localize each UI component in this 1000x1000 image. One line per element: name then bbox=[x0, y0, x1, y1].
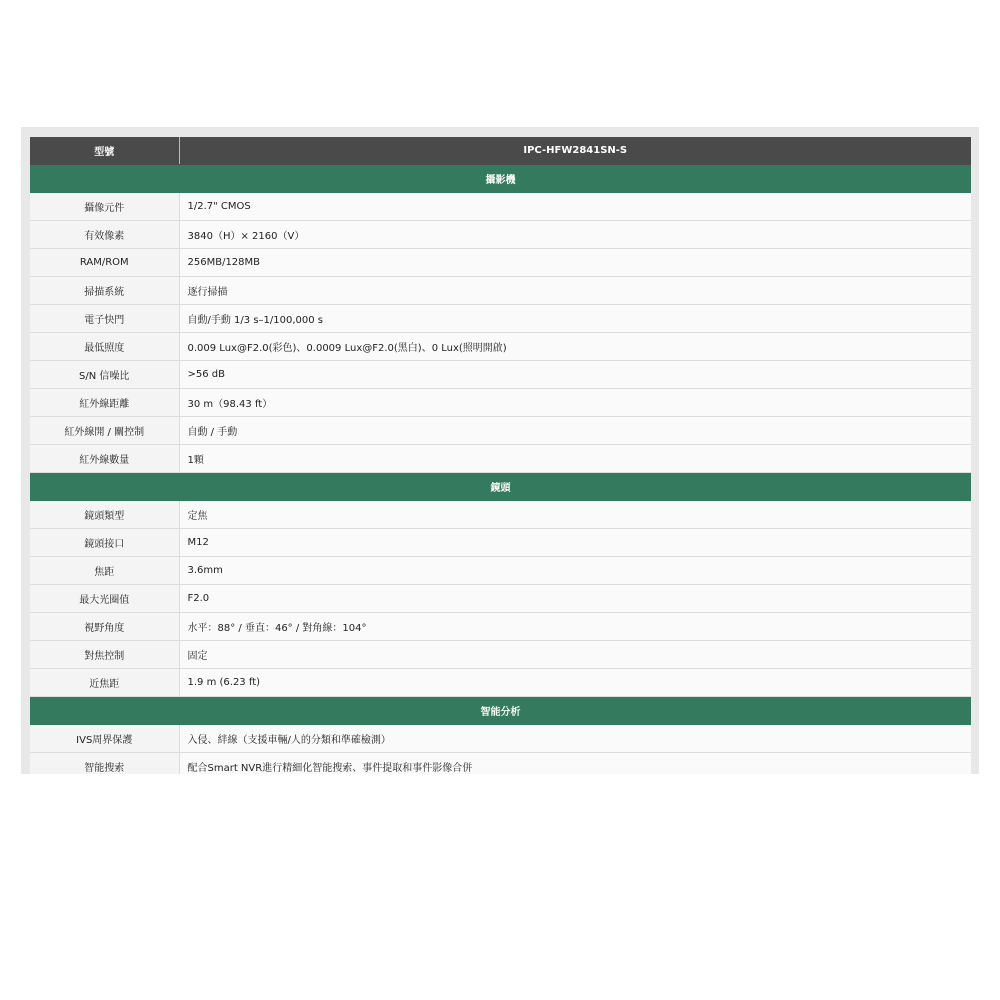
spec-row bbox=[30, 669, 971, 697]
spec-value: 水平：88° / 垂直：46° / 對角線：104° bbox=[179, 613, 971, 641]
section-header-row bbox=[30, 165, 971, 193]
spec-value: F2.0 bbox=[179, 585, 971, 613]
spec-row bbox=[30, 585, 971, 613]
spec-row bbox=[30, 249, 971, 277]
spec-row bbox=[30, 641, 971, 669]
spec-value: 固定 bbox=[179, 641, 971, 669]
spec-key: 鏡頭接口 bbox=[30, 529, 179, 557]
spec-row bbox=[30, 305, 971, 333]
spec-row bbox=[30, 725, 971, 753]
spec-value: 自動 / 手動 bbox=[179, 417, 971, 445]
section-header-row bbox=[30, 473, 971, 501]
spec-key: S/N 信噪比 bbox=[30, 361, 179, 389]
spec-value: 3840（H）× 2160（V） bbox=[179, 221, 971, 249]
model-header-row bbox=[30, 137, 971, 165]
spec-row bbox=[30, 417, 971, 445]
spec-key: 電子快門 bbox=[30, 305, 179, 333]
spec-key: 紅外線開 / 關控制 bbox=[30, 417, 179, 445]
spec-row bbox=[30, 221, 971, 249]
spec-value: 256MB/128MB bbox=[179, 249, 971, 277]
spec-row bbox=[30, 753, 971, 775]
spec-row bbox=[30, 613, 971, 641]
section-title: 攝影機 bbox=[30, 165, 971, 193]
section-header-row bbox=[30, 697, 971, 725]
spec-value: 30 m（98.43 ft） bbox=[179, 389, 971, 417]
model-value: IPC-HFW2841SN-S bbox=[179, 137, 971, 165]
spec-row bbox=[30, 445, 971, 473]
spec-value: 自動/手動 1/3 s–1/100,000 s bbox=[179, 305, 971, 333]
spec-key: 智能搜索 bbox=[30, 753, 179, 775]
spec-key: 掃描系統 bbox=[30, 277, 179, 305]
section-title: 智能分析 bbox=[30, 697, 971, 725]
spec-row bbox=[30, 361, 971, 389]
spec-key: 有效像素 bbox=[30, 221, 179, 249]
spec-value: 入侵、絆線（支援車輛/人的分類和準確檢測） bbox=[179, 725, 971, 753]
spec-value: 1.9 m (6.23 ft) bbox=[179, 669, 971, 697]
spec-value: M12 bbox=[179, 529, 971, 557]
spec-key: 焦距 bbox=[30, 557, 179, 585]
spec-key: 最低照度 bbox=[30, 333, 179, 361]
spec-value: 1顆 bbox=[179, 445, 971, 473]
spec-frame bbox=[21, 127, 979, 774]
spec-key: IVS周界保護 bbox=[30, 725, 179, 753]
spec-key: 視野角度 bbox=[30, 613, 179, 641]
spec-table bbox=[30, 137, 971, 774]
spec-value: 定焦 bbox=[179, 501, 971, 529]
spec-key: 對焦控制 bbox=[30, 641, 179, 669]
section-title: 鏡頭 bbox=[30, 473, 971, 501]
spec-value: 3.6mm bbox=[179, 557, 971, 585]
spec-row bbox=[30, 529, 971, 557]
spec-key: 紅外線數量 bbox=[30, 445, 179, 473]
spec-row bbox=[30, 389, 971, 417]
spec-row bbox=[30, 501, 971, 529]
spec-row bbox=[30, 277, 971, 305]
spec-key: 紅外線距離 bbox=[30, 389, 179, 417]
spec-value: 配合Smart NVR進行精細化智能搜索、事件提取和事件影像合併 bbox=[179, 753, 971, 775]
spec-key: 鏡頭類型 bbox=[30, 501, 179, 529]
spec-key: RAM/ROM bbox=[30, 249, 179, 277]
spec-value: >56 dB bbox=[179, 361, 971, 389]
spec-key: 攝像元件 bbox=[30, 193, 179, 221]
spec-row bbox=[30, 193, 971, 221]
spec-row bbox=[30, 333, 971, 361]
spec-key: 近焦距 bbox=[30, 669, 179, 697]
spec-value: 逐行掃描 bbox=[179, 277, 971, 305]
spec-key: 最大光圈值 bbox=[30, 585, 179, 613]
spec-value: 0.009 Lux@F2.0(彩色)、0.0009 Lux@F2.0(黑白)、0 Lux(照明開啟) bbox=[179, 333, 971, 361]
model-label: 型號 bbox=[30, 137, 179, 165]
spec-value: 1/2.7" CMOS bbox=[179, 193, 971, 221]
spec-row bbox=[30, 557, 971, 585]
